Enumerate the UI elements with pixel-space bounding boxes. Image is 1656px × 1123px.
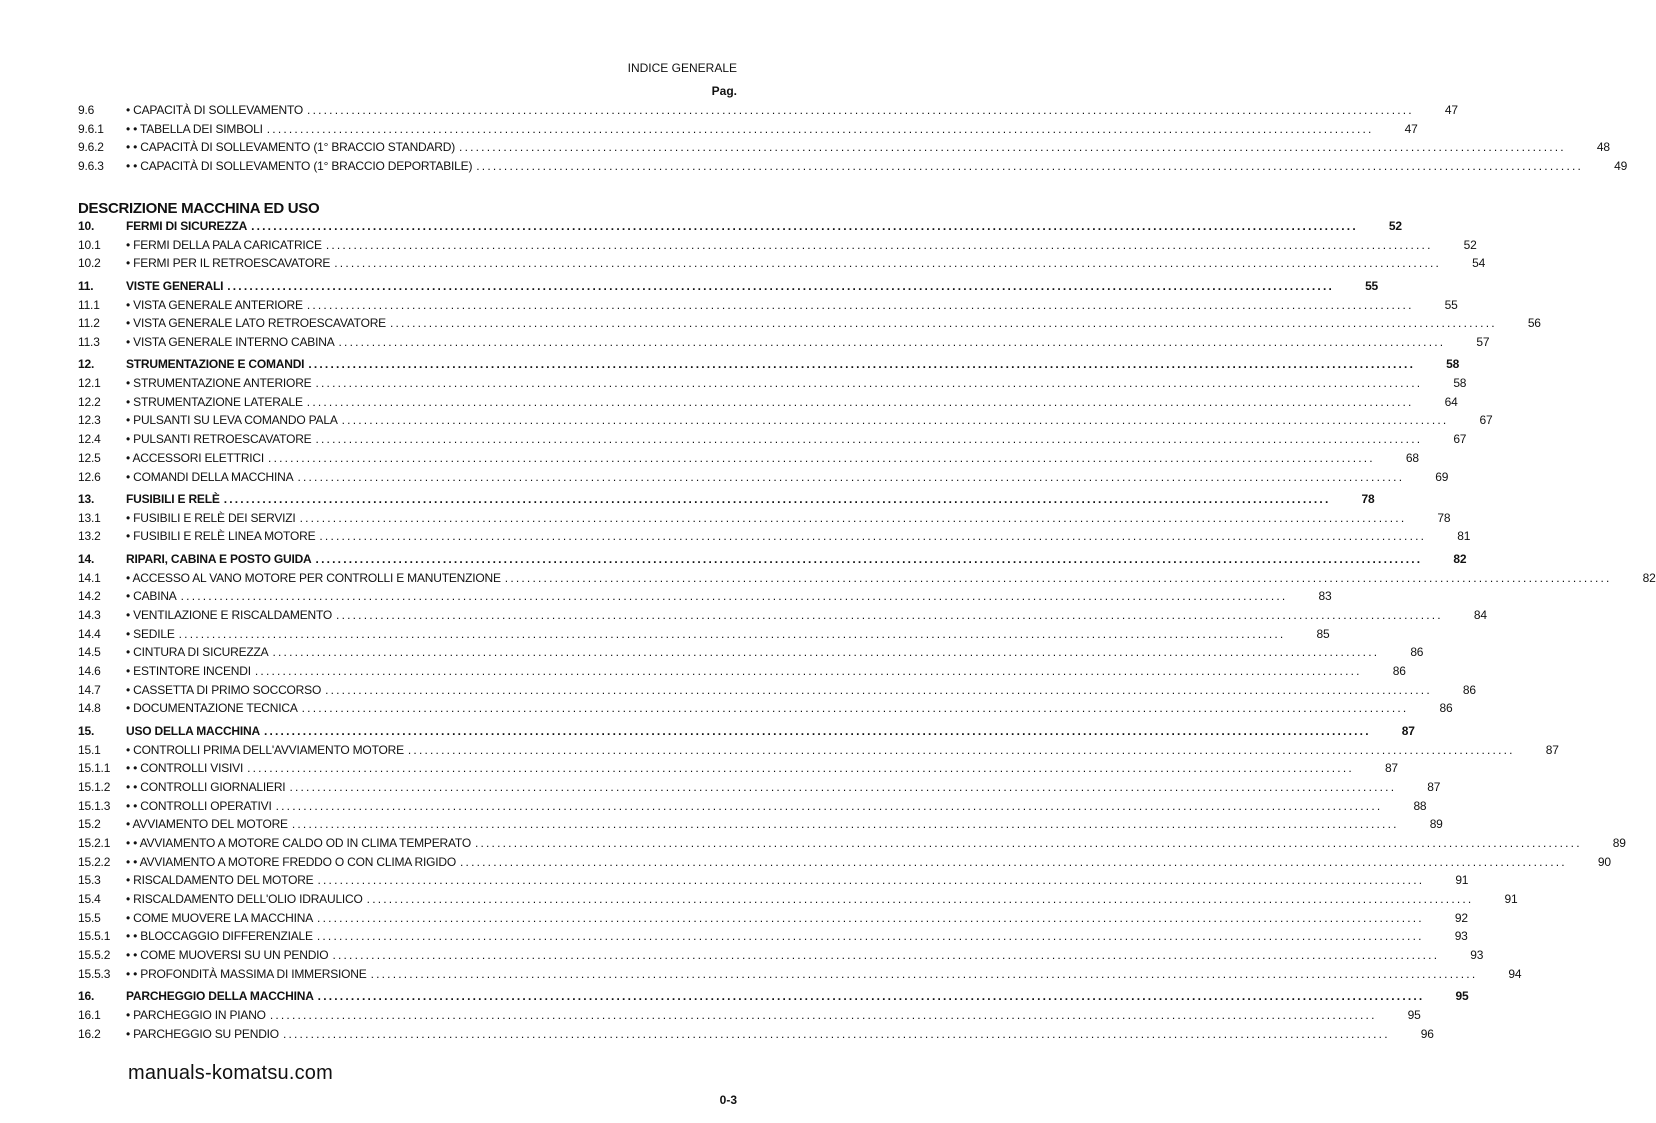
entry-page: 49 xyxy=(1614,159,1628,174)
toc-entry xyxy=(78,779,1441,799)
entry-number: 14. xyxy=(78,551,95,566)
entry-number: 12.3 xyxy=(78,413,101,428)
entry-page: 48 xyxy=(1596,140,1610,155)
toc-entry xyxy=(78,817,1443,836)
entry-title: • PULSANTI SU LEVA COMANDO PALA xyxy=(126,413,338,428)
entry-page: 87 xyxy=(1384,761,1398,776)
entry-number: 10.1 xyxy=(78,237,101,252)
toc-entry xyxy=(78,334,1490,354)
toc-entry xyxy=(78,948,1484,967)
toc-entry xyxy=(78,469,1449,489)
toc-entry xyxy=(78,742,1559,762)
entry-page: 86 xyxy=(1410,645,1424,660)
entry-number: 15.2 xyxy=(78,817,101,832)
toc-entry xyxy=(78,103,1458,122)
dot-leader: ........................................................................................................................................................................................................ xyxy=(366,892,1474,907)
entry-number: 10.2 xyxy=(78,256,101,271)
dot-leader: ........................................................................................................................................................................................................ xyxy=(325,682,1432,697)
dot-leader: ........................................................................................................................................................................................................ xyxy=(370,966,1478,981)
entry-title: FUSIBILI E RELÈ xyxy=(126,492,220,507)
entry-title: • CINTURA DI SICUREZZA xyxy=(126,645,269,660)
entry-page: 69 xyxy=(1435,469,1449,484)
toc-entry xyxy=(78,607,1487,627)
dot-leader: ........................................................................................................................................................................................................ xyxy=(308,357,1416,372)
entry-number: 14.1 xyxy=(78,570,101,585)
toc-entry xyxy=(78,682,1476,702)
entry-title: • FERMI PER IL RETROESCAVATORE xyxy=(126,256,331,271)
toc-entry xyxy=(78,413,1493,432)
entry-title: • STRUMENTAZIONE LATERALE xyxy=(126,394,303,409)
dot-leader: ........................................................................................................................................................................................................ xyxy=(317,910,1424,925)
dot-leader: ........................................................................................................................................................................................................ xyxy=(315,376,1423,391)
dot-leader: ........................................................................................................................................................................................................ xyxy=(227,278,1335,293)
entry-number: 13.2 xyxy=(78,529,101,544)
toc-entry xyxy=(78,529,1471,548)
dot-leader: ........................................................................................................................................................................................................ xyxy=(180,589,1288,604)
entry-page: 89 xyxy=(1612,835,1626,850)
entry-number: 16. xyxy=(78,989,95,1004)
entry-page: 55 xyxy=(1365,278,1379,293)
toc-entry xyxy=(78,159,1628,178)
entry-title: • FUSIBILI E RELÈ LINEA MOTORE xyxy=(126,529,316,544)
dot-leader: ........................................................................................................................................................................................................ xyxy=(334,256,1442,271)
entry-page: 58 xyxy=(1453,376,1467,391)
entry-title: • PARCHEGGIO IN PIANO xyxy=(126,1007,266,1022)
dot-leader: ........................................................................................................................................................................................................ xyxy=(325,237,1433,252)
toc-chapter-entry xyxy=(78,219,1402,238)
entry-title: FERMI DI SICUREZZA xyxy=(126,219,248,233)
entry-page: 94 xyxy=(1508,966,1522,981)
toc-entry xyxy=(78,1007,1421,1027)
entry-title: • AVVIAMENTO DEL MOTORE xyxy=(126,817,288,832)
entry-number: 9.6.1 xyxy=(78,121,104,136)
entry-page: 86 xyxy=(1392,664,1406,678)
entry-page: 52 xyxy=(1388,219,1402,233)
entry-title: • CASSETTA DI PRIMO SOCCORSO xyxy=(126,682,322,697)
entry-page: 47 xyxy=(1444,103,1458,117)
entry-number: 15.5.2 xyxy=(78,948,111,963)
entry-number: 14.2 xyxy=(78,589,101,604)
toc-entry xyxy=(78,256,1486,275)
dot-leader: ........................................................................................................................................................................................................ xyxy=(291,817,1399,832)
entry-number: 14.3 xyxy=(78,607,101,622)
dot-leader: ........................................................................................................................................................................................................ xyxy=(263,723,1371,738)
entry-number: 11.1 xyxy=(78,297,100,312)
entry-number: 12. xyxy=(78,357,95,372)
dot-leader: ........................................................................................................................................................................................................ xyxy=(269,1007,1377,1022)
dot-leader: ........................................................................................................................................................................................................ xyxy=(317,873,1425,888)
toc-entry xyxy=(78,873,1469,892)
entry-title: • • CAPACITÀ DI SOLLEVAMENTO (1° BRACCIO STANDARD) xyxy=(126,140,456,155)
toc-chapter-entry xyxy=(78,989,1469,1008)
dot-leader: ........................................................................................................................................................................................................ xyxy=(223,492,1331,507)
entry-title: • RISCALDAMENTO DELL'OLIO IDRAULICO xyxy=(126,892,363,907)
entry-page: 88 xyxy=(1413,798,1427,813)
entry-title: • • COME MUOVERSI SU UN PENDIO xyxy=(126,948,329,963)
entry-page: 93 xyxy=(1454,929,1468,944)
entry-page: 91 xyxy=(1455,873,1469,888)
entry-title: • FERMI DELLA PALA CARICATRICE xyxy=(126,237,322,252)
entry-page: 84 xyxy=(1473,607,1487,622)
entry-number: 16.1 xyxy=(78,1007,101,1022)
entry-title: • STRUMENTAZIONE ANTERIORE xyxy=(126,376,312,391)
dot-leader: ........................................................................................................................................................................................................ xyxy=(178,626,1286,641)
dot-leader: ........................................................................................................................................................................................................ xyxy=(338,334,1446,349)
entry-number: 12.6 xyxy=(78,469,101,484)
running-header: INDICE GENERALE xyxy=(627,61,737,75)
entry-title: • ACCESSO AL VANO MOTORE PER CONTROLLI E MANUTENZIONE xyxy=(126,570,501,585)
entry-number: 9.6 xyxy=(78,103,95,117)
entry-number: 15.3 xyxy=(78,873,101,888)
entry-number: 14.4 xyxy=(78,626,101,641)
entry-page: 52 xyxy=(1463,237,1477,252)
entry-page: 96 xyxy=(1420,1026,1434,1041)
dot-leader: ........................................................................................................................................................................................................ xyxy=(459,140,1566,155)
toc-entry xyxy=(78,701,1453,720)
entry-title: RIPARI, CABINA E POSTO GUIDA xyxy=(126,551,312,566)
entry-number: 11.3 xyxy=(78,334,100,349)
entry-number: 9.6.2 xyxy=(78,140,104,155)
toc-entry xyxy=(78,966,1522,986)
entry-page: 83 xyxy=(1318,589,1332,604)
entry-page: 78 xyxy=(1437,510,1451,525)
toc-chapter-entry xyxy=(78,278,1379,298)
entry-number: 13. xyxy=(78,492,95,507)
entry-number: 16.2 xyxy=(78,1026,101,1041)
toc-entry xyxy=(78,432,1467,451)
page-number: 0-3 xyxy=(719,1093,737,1107)
dot-leader: ........................................................................................................................................................................................................ xyxy=(247,761,1354,776)
entry-number: 10. xyxy=(78,219,95,233)
entry-title: • VISTA GENERALE INTERNO CABINA xyxy=(126,334,335,349)
toc-entry xyxy=(78,761,1398,780)
toc-entry xyxy=(78,664,1406,683)
toc-entry xyxy=(78,237,1477,257)
toc-entry xyxy=(78,589,1332,608)
entry-number: 14.6 xyxy=(78,664,101,678)
entry-page: 87 xyxy=(1427,779,1441,794)
toc-entry xyxy=(78,510,1451,530)
entry-number: 15.1.2 xyxy=(78,779,111,794)
toc-entry xyxy=(78,854,1611,874)
entry-number: 15.5.1 xyxy=(78,929,111,944)
entry-page: 57 xyxy=(1476,334,1490,349)
dot-leader: ........................................................................................................................................................................................................ xyxy=(474,835,1582,850)
entry-title: • VENTILAZIONE E RISCALDAMENTO xyxy=(126,607,333,622)
entry-number: 15.2.1 xyxy=(78,835,111,850)
dot-leader: ........................................................................................................................................................................................................ xyxy=(315,432,1423,447)
toc-chapter-entry xyxy=(78,551,1467,571)
entry-title: • CABINA xyxy=(126,589,177,604)
entry-page: 91 xyxy=(1504,892,1518,907)
entry-number: 11.2 xyxy=(78,316,100,331)
dot-leader: ........................................................................................................................................................................................................ xyxy=(317,989,1425,1004)
entry-title: • ESTINTORE INCENDI xyxy=(126,664,251,678)
entry-page: 86 xyxy=(1462,682,1476,697)
entry-title: • FUSIBILI E RELÈ DEI SERVIZI xyxy=(126,510,296,525)
toc-list-top xyxy=(78,103,1628,178)
entry-page: 90 xyxy=(1597,854,1611,869)
entry-page: 86 xyxy=(1439,701,1453,716)
toc-entry xyxy=(78,394,1458,414)
entry-number: 14.7 xyxy=(78,682,101,697)
entry-page: 58 xyxy=(1446,357,1460,372)
dot-leader: ........................................................................................................................................................................................................ xyxy=(336,607,1443,622)
dot-leader: ........................................................................................................................................................................................................ xyxy=(307,103,1414,117)
dot-leader: ........................................................................................................................................................................................................ xyxy=(297,469,1405,484)
toc-list xyxy=(78,219,1656,1045)
entry-title: • ACCESSORI ELETTRICI xyxy=(126,450,265,465)
entry-title: • PULSANTI RETROESCAVATORE xyxy=(126,432,312,447)
entry-title: • • AVVIAMENTO A MOTORE CALDO OD IN CLIMA TEMPERATO xyxy=(126,835,471,850)
entry-number: 15.4 xyxy=(78,892,101,907)
toc-entry xyxy=(78,316,1541,335)
entry-title: • CONTROLLI PRIMA DELL'AVVIAMENTO MOTORE xyxy=(126,742,404,757)
entry-number: 13.1 xyxy=(78,510,101,525)
toc-entry xyxy=(78,929,1468,948)
entry-title: • RISCALDAMENTO DEL MOTORE xyxy=(126,873,314,888)
toc-entry xyxy=(78,376,1467,395)
entry-page: 47 xyxy=(1404,121,1418,136)
toc-entry xyxy=(78,626,1330,646)
dot-leader: ........................................................................................................................................................................................................ xyxy=(341,413,1449,428)
dot-leader: ........................................................................................................................................................................................................ xyxy=(299,510,1407,525)
dot-leader: ........................................................................................................................................................................................................ xyxy=(289,779,1397,794)
entry-number: 11. xyxy=(78,278,94,293)
entry-number: 14.8 xyxy=(78,701,101,716)
entry-number: 15.5.3 xyxy=(78,966,111,981)
toc-entry xyxy=(78,570,1656,590)
entry-title: • • CAPACITÀ DI SOLLEVAMENTO (1° BRACCIO DEPORTABILE) xyxy=(126,159,473,174)
dot-leader: ........................................................................................................................................................................................................ xyxy=(266,121,1374,136)
entry-page: 68 xyxy=(1405,450,1419,465)
entry-title: • • CONTROLLI OPERATIVI xyxy=(126,798,272,813)
entry-title: STRUMENTAZIONE E COMANDI xyxy=(126,357,305,372)
dot-leader: ........................................................................................................................................................................................................ xyxy=(460,854,1567,869)
entry-number: 9.6.3 xyxy=(78,159,104,174)
dot-leader: ........................................................................................................................................................................................................ xyxy=(319,529,1427,544)
page-column-label: Pag. xyxy=(711,84,737,98)
dot-leader: ........................................................................................................................................................................................................ xyxy=(504,570,1612,585)
entry-title: VISTE GENERALI xyxy=(126,278,224,293)
entry-title: • • AVVIAMENTO A MOTORE FREDDO O CON CLIMA RIGIDO xyxy=(126,854,456,869)
toc-entry xyxy=(78,450,1419,470)
entry-page: 82 xyxy=(1453,551,1467,566)
dot-leader: ........................................................................................................................................................................................................ xyxy=(332,948,1440,963)
entry-number: 15.5 xyxy=(78,910,101,925)
toc-entry xyxy=(78,140,1610,159)
entry-title: • COMANDI DELLA MACCHINA xyxy=(126,469,294,484)
entry-number: 15.2.2 xyxy=(78,854,111,869)
dot-leader: ........................................................................................................................................................................................................ xyxy=(476,159,1584,174)
dot-leader: ........................................................................................................................................................................................................ xyxy=(272,645,1380,660)
dot-leader: ........................................................................................................................................................................................................ xyxy=(306,297,1414,312)
entry-number: 12.2 xyxy=(78,394,101,409)
entry-page: 78 xyxy=(1361,492,1375,507)
entry-title: PARCHEGGIO DELLA MACCHINA xyxy=(126,989,314,1004)
toc-chapter-entry xyxy=(78,357,1460,376)
entry-title: • • PROFONDITÀ MASSIMA DI IMMERSIONE xyxy=(126,966,367,981)
entry-title: • • BLOCCAGGIO DIFFERENZIALE xyxy=(126,929,313,944)
entry-page: 67 xyxy=(1453,432,1467,447)
dot-leader: ........................................................................................................................................................................................................ xyxy=(254,664,1362,678)
toc-entry xyxy=(78,892,1518,911)
entry-number: 15.1 xyxy=(78,742,101,757)
entry-title: • CAPACITÀ DI SOLLEVAMENTO xyxy=(126,103,304,117)
entry-title: • SEDILE xyxy=(126,626,175,641)
dot-leader: ........................................................................................................................................................................................................ xyxy=(407,742,1515,757)
entry-number: 12.5 xyxy=(78,450,101,465)
entry-page: 92 xyxy=(1454,910,1468,925)
entry-page: 87 xyxy=(1401,723,1415,738)
dot-leader: ........................................................................................................................................................................................................ xyxy=(316,929,1424,944)
entry-number: 15.1.3 xyxy=(78,798,111,813)
entry-title: • • CONTROLLI GIORNALIERI xyxy=(126,779,286,794)
toc-entry xyxy=(78,1026,1434,1046)
toc-entry xyxy=(78,121,1418,141)
entry-page: 56 xyxy=(1527,316,1541,331)
toc-entry xyxy=(78,910,1468,930)
entry-page: 85 xyxy=(1316,626,1330,641)
entry-number: 12.1 xyxy=(78,376,101,391)
entry-page: 95 xyxy=(1455,989,1469,1004)
toc-chapter-entry xyxy=(78,723,1415,743)
dot-leader: ........................................................................................................................................................................................................ xyxy=(306,394,1414,409)
entry-title: • VISTA GENERALE ANTERIORE xyxy=(126,297,303,312)
dot-leader: ........................................................................................................................................................................................................ xyxy=(282,1026,1390,1041)
entry-page: 93 xyxy=(1470,948,1484,963)
entry-title: • • CONTROLLI VISIVI xyxy=(126,761,244,776)
entry-number: 12.4 xyxy=(78,432,101,447)
toc-entry xyxy=(78,835,1626,855)
toc-entry xyxy=(78,798,1427,818)
toc-chapter-entry xyxy=(78,492,1375,511)
section-heading: DESCRIZIONE MACCHINA ED USO xyxy=(78,200,320,217)
watermark: manuals-komatsu.com xyxy=(128,1062,333,1084)
entry-page: 81 xyxy=(1457,529,1471,544)
entry-page: 82 xyxy=(1642,570,1656,585)
entry-page: 64 xyxy=(1444,394,1458,409)
dot-leader: ........................................................................................................................................................................................................ xyxy=(275,798,1383,813)
entry-title: • VISTA GENERALE LATO RETROESCAVATORE xyxy=(126,316,386,331)
toc-entry xyxy=(78,297,1458,317)
dot-leader: ........................................................................................................................................................................................................ xyxy=(268,450,1375,465)
entry-page: 89 xyxy=(1429,817,1443,832)
dot-leader: ........................................................................................................................................................................................................ xyxy=(315,551,1423,566)
dot-leader: ........................................................................................................................................................................................................ xyxy=(389,316,1497,331)
entry-number: 15. xyxy=(78,723,95,738)
entry-page: 95 xyxy=(1407,1007,1421,1022)
dot-leader: ........................................................................................................................................................................................................ xyxy=(251,219,1358,233)
dot-leader: ........................................................................................................................................................................................................ xyxy=(301,701,1409,716)
entry-title: • PARCHEGGIO SU PENDIO xyxy=(126,1026,279,1041)
entry-title: • • TABELLA DEI SIMBOLI xyxy=(126,121,263,136)
toc-entry xyxy=(78,645,1424,664)
entry-number: 15.1.1 xyxy=(78,761,111,776)
entry-number: 14.5 xyxy=(78,645,101,660)
entry-page: 67 xyxy=(1479,413,1493,428)
entry-title: USO DELLA MACCHINA xyxy=(126,723,260,738)
entry-page: 55 xyxy=(1444,297,1458,312)
entry-page: 87 xyxy=(1545,742,1559,757)
entry-title: • COME MUOVERE LA MACCHINA xyxy=(126,910,314,925)
entry-title: • DOCUMENTAZIONE TECNICA xyxy=(126,701,298,716)
entry-page: 54 xyxy=(1472,256,1486,271)
